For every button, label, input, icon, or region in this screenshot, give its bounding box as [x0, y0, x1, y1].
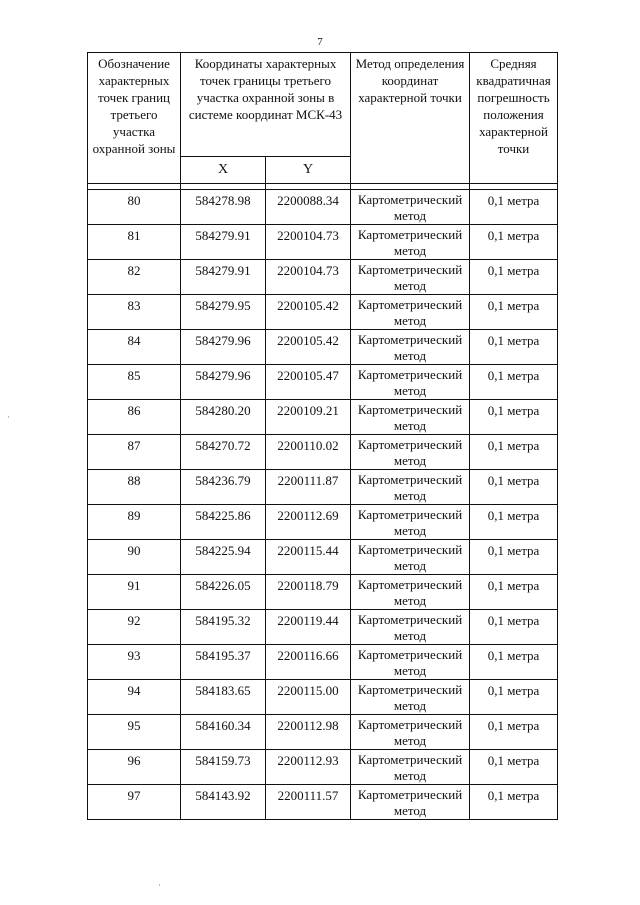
x-coordinate-cell: 584279.91 [181, 225, 266, 260]
header-method: Метод определения координат характерной точки [351, 53, 470, 184]
table-row [88, 680, 558, 715]
accuracy-cell: 0,1 метра [470, 645, 558, 680]
x-coordinate-cell: 584195.37 [181, 645, 266, 680]
accuracy-cell: 0,1 метра [470, 715, 558, 750]
y-coordinate-cell: 2200112.98 [266, 715, 351, 750]
x-coordinate-cell: 584279.91 [181, 260, 266, 295]
point-cell: 81 [88, 225, 181, 260]
point-cell: 95 [88, 715, 181, 750]
point-cell: 86 [88, 400, 181, 435]
x-coordinate-cell: 584225.86 [181, 505, 266, 540]
header-x: X [181, 157, 266, 184]
x-coordinate-cell: 584160.34 [181, 715, 266, 750]
y-coordinate-cell: 2200115.44 [266, 540, 351, 575]
table-row [88, 610, 558, 645]
scan-speck: · [158, 880, 161, 890]
point-cell: 94 [88, 680, 181, 715]
table-row [88, 225, 558, 260]
method-cell: Картометрический метод [351, 470, 470, 505]
y-coordinate-cell: 2200112.69 [266, 505, 351, 540]
point-cell: 92 [88, 610, 181, 645]
point-cell: 83 [88, 295, 181, 330]
table-row [88, 470, 558, 505]
table-row [88, 785, 558, 820]
y-coordinate-cell: 2200118.79 [266, 575, 351, 610]
accuracy-cell: 0,1 метра [470, 575, 558, 610]
point-cell: 89 [88, 505, 181, 540]
method-cell: Картометрический метод [351, 540, 470, 575]
accuracy-cell: 0,1 метра [470, 750, 558, 785]
x-coordinate-cell: 584226.05 [181, 575, 266, 610]
table-row [88, 400, 558, 435]
x-coordinate-cell: 584225.94 [181, 540, 266, 575]
x-coordinate-cell: 584270.72 [181, 435, 266, 470]
method-cell: Картометрический метод [351, 190, 470, 225]
accuracy-cell: 0,1 метра [470, 610, 558, 645]
method-cell: Картометрический метод [351, 750, 470, 785]
y-coordinate-cell: 2200105.47 [266, 365, 351, 400]
y-coordinate-cell: 2200111.57 [266, 785, 351, 820]
header-accuracy: Средняя квадратичная погрешность положения характерной точки [470, 53, 558, 184]
method-cell: Картометрический метод [351, 610, 470, 645]
table-row [88, 750, 558, 785]
point-cell: 96 [88, 750, 181, 785]
method-cell: Картометрический метод [351, 225, 470, 260]
header-y: Y [266, 157, 351, 184]
x-coordinate-cell: 584279.96 [181, 365, 266, 400]
y-coordinate-cell: 2200104.73 [266, 260, 351, 295]
method-cell: Картометрический метод [351, 365, 470, 400]
y-coordinate-cell: 2200119.44 [266, 610, 351, 645]
table-row [88, 260, 558, 295]
y-coordinate-cell: 2200109.21 [266, 400, 351, 435]
y-coordinate-cell: 2200111.87 [266, 470, 351, 505]
accuracy-cell: 0,1 метра [470, 435, 558, 470]
x-coordinate-cell: 584279.96 [181, 330, 266, 365]
point-cell: 87 [88, 435, 181, 470]
page-number: 7 [317, 36, 323, 48]
header-coordinates: Координаты характерных точек границы третьего участка охранной зоны в системе координат МСК-43 [181, 53, 351, 157]
point-cell: 88 [88, 470, 181, 505]
accuracy-cell: 0,1 метра [470, 400, 558, 435]
point-cell: 93 [88, 645, 181, 680]
accuracy-cell: 0,1 метра [470, 260, 558, 295]
method-cell: Картометрический метод [351, 715, 470, 750]
table-row [88, 435, 558, 470]
method-cell: Картометрический метод [351, 680, 470, 715]
y-coordinate-cell: 2200112.93 [266, 750, 351, 785]
method-cell: Картометрический метод [351, 400, 470, 435]
y-coordinate-cell: 2200116.66 [266, 645, 351, 680]
method-cell: Картометрический метод [351, 330, 470, 365]
method-cell: Картометрический метод [351, 435, 470, 470]
scan-speck: · [7, 412, 10, 422]
table-row [88, 540, 558, 575]
table-row [88, 330, 558, 365]
x-coordinate-cell: 584279.95 [181, 295, 266, 330]
accuracy-cell: 0,1 метра [470, 680, 558, 715]
y-coordinate-cell: 2200115.00 [266, 680, 351, 715]
accuracy-cell: 0,1 метра [470, 785, 558, 820]
table-row [88, 715, 558, 750]
table-row [88, 365, 558, 400]
table-row [88, 295, 558, 330]
x-coordinate-cell: 584278.98 [181, 190, 266, 225]
y-coordinate-cell: 2200105.42 [266, 330, 351, 365]
x-coordinate-cell: 584195.32 [181, 610, 266, 645]
accuracy-cell: 0,1 метра [470, 470, 558, 505]
accuracy-cell: 0,1 метра [470, 225, 558, 260]
header-point-id: Обозначение характерных точек границ третьего участка охранной зоны [88, 53, 181, 184]
x-coordinate-cell: 584143.92 [181, 785, 266, 820]
x-coordinate-cell: 584159.73 [181, 750, 266, 785]
y-coordinate-cell: 2200104.73 [266, 225, 351, 260]
point-cell: 85 [88, 365, 181, 400]
accuracy-cell: 0,1 метра [470, 540, 558, 575]
y-coordinate-cell: 2200110.02 [266, 435, 351, 470]
accuracy-cell: 0,1 метра [470, 505, 558, 540]
accuracy-cell: 0,1 метра [470, 365, 558, 400]
method-cell: Картометрический метод [351, 505, 470, 540]
point-cell: 80 [88, 190, 181, 225]
method-cell: Картометрический метод [351, 575, 470, 610]
method-cell: Картометрический метод [351, 645, 470, 680]
point-cell: 82 [88, 260, 181, 295]
method-cell: Картометрический метод [351, 260, 470, 295]
x-coordinate-cell: 584183.65 [181, 680, 266, 715]
accuracy-cell: 0,1 метра [470, 295, 558, 330]
accuracy-cell: 0,1 метра [470, 330, 558, 365]
table-row [88, 645, 558, 680]
point-cell: 91 [88, 575, 181, 610]
table-row [88, 575, 558, 610]
x-coordinate-cell: 584280.20 [181, 400, 266, 435]
table-row [88, 505, 558, 540]
y-coordinate-cell: 2200105.42 [266, 295, 351, 330]
method-cell: Картометрический метод [351, 785, 470, 820]
method-cell: Картометрический метод [351, 295, 470, 330]
coordinates-table [87, 52, 558, 820]
accuracy-cell: 0,1 метра [470, 190, 558, 225]
point-cell: 97 [88, 785, 181, 820]
x-coordinate-cell: 584236.79 [181, 470, 266, 505]
point-cell: 84 [88, 330, 181, 365]
table-row [88, 190, 558, 225]
y-coordinate-cell: 2200088.34 [266, 190, 351, 225]
point-cell: 90 [88, 540, 181, 575]
